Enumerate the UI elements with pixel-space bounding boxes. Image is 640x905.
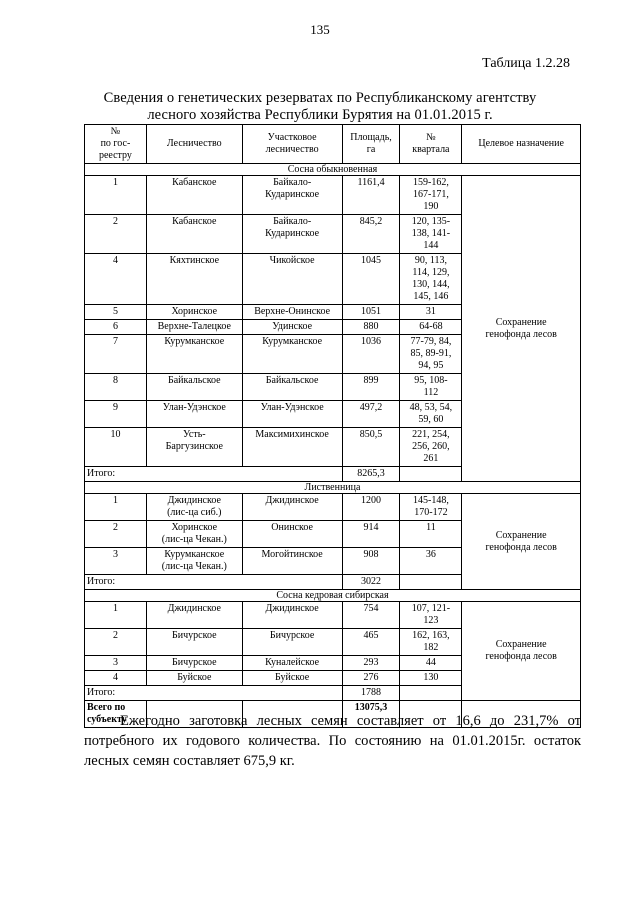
cell-registry-number-text: 3 bbox=[112, 549, 118, 560]
cell-district-forestry-text: Чикойское bbox=[269, 255, 315, 266]
species-group-name bbox=[85, 590, 581, 602]
cell-area bbox=[342, 656, 400, 671]
cell-registry-number bbox=[85, 215, 147, 254]
header-text: № bbox=[426, 132, 436, 143]
header-text: лесничество bbox=[265, 144, 319, 155]
cell-quarters bbox=[400, 254, 462, 305]
header-text: по гос- bbox=[100, 138, 131, 149]
cell-area-text: 465 bbox=[363, 630, 379, 641]
cell-quarters bbox=[400, 320, 462, 335]
subtotal-label bbox=[85, 467, 343, 482]
cell-forestry bbox=[146, 548, 242, 575]
header-quarter bbox=[400, 125, 462, 164]
cell-quarters-text: 221, 254, bbox=[412, 429, 450, 440]
cell-quarters bbox=[400, 602, 462, 629]
table-title-line: лесного хозяйства Республики Бурятия на 01.01.2015 г. bbox=[147, 107, 493, 123]
species-group-name bbox=[85, 164, 581, 176]
cell-registry-number bbox=[85, 401, 147, 428]
cell-quarters-text: 114, 129, bbox=[412, 267, 450, 278]
header-forestry: Лесничество bbox=[146, 125, 242, 164]
cell-district-forestry-text: Кударинское bbox=[265, 189, 320, 200]
cell-area-text: 1036 bbox=[361, 336, 381, 347]
cell-quarters-text: 170-172 bbox=[414, 507, 448, 518]
subtotal-area-text: 1788 bbox=[361, 687, 381, 698]
cell-registry-number bbox=[85, 629, 147, 656]
cell-district-forestry-text: Улан-Удэнское bbox=[260, 402, 324, 413]
cell-quarters-text: 190 bbox=[423, 201, 439, 212]
subtotal-empty bbox=[400, 467, 462, 482]
cell-purpose-text: генофонда лесов bbox=[485, 328, 557, 340]
table-label: Таблица 1.2.28 bbox=[482, 56, 570, 71]
cell-forestry-text: Хоринское bbox=[171, 306, 218, 317]
cell-forestry bbox=[146, 602, 242, 629]
cell-district-forestry bbox=[242, 215, 342, 254]
header-text: квартала bbox=[412, 144, 450, 155]
cell-quarters-text: 31 bbox=[425, 306, 436, 317]
cell-registry-number-text: 4 bbox=[112, 255, 118, 266]
cell-area bbox=[342, 374, 400, 401]
cell-area bbox=[342, 548, 400, 575]
cell-forestry bbox=[146, 374, 242, 401]
cell-district-forestry bbox=[242, 602, 342, 629]
cell-quarters-text: 36 bbox=[425, 549, 436, 560]
grand-total-label-text: субъекту bbox=[87, 714, 127, 725]
cell-registry-number bbox=[85, 428, 147, 467]
cell-quarters bbox=[400, 656, 462, 671]
species-group-name-text: Лиственница bbox=[304, 482, 361, 493]
species-group-header bbox=[85, 164, 581, 176]
cell-quarters bbox=[400, 671, 462, 686]
cell-district-forestry bbox=[242, 176, 342, 215]
cell-forestry-text: Курумканское bbox=[164, 549, 225, 560]
cell-purpose-text: Сохранение bbox=[495, 529, 547, 541]
cell-forestry-text: Хоринское bbox=[171, 522, 218, 533]
cell-district-forestry bbox=[242, 428, 342, 467]
cell-forestry-text: Кабанское bbox=[172, 177, 217, 188]
cell-quarters-text: 59, 60 bbox=[418, 414, 444, 425]
cell-forestry bbox=[146, 629, 242, 656]
cell-quarters bbox=[400, 215, 462, 254]
cell-purpose-text: генофонда лесов bbox=[485, 541, 557, 553]
cell-registry-number-text: 1 bbox=[112, 177, 118, 188]
cell-area-text: 850,5 bbox=[359, 429, 383, 440]
cell-district-forestry-text: Байкало- bbox=[273, 216, 312, 227]
cell-forestry bbox=[146, 428, 242, 467]
cell-area-text: 914 bbox=[363, 522, 379, 533]
cell-registry-number bbox=[85, 320, 147, 335]
cell-forestry-text: Кабанское bbox=[172, 216, 217, 227]
cell-area-text: 880 bbox=[363, 321, 379, 332]
cell-district-forestry-text: Бичурское bbox=[269, 630, 315, 641]
cell-purpose bbox=[462, 494, 581, 590]
cell-area bbox=[342, 215, 400, 254]
cell-quarters bbox=[400, 428, 462, 467]
cell-area-text: 276 bbox=[363, 672, 379, 683]
header-purpose: Целевое назначение bbox=[462, 125, 581, 164]
cell-registry-number bbox=[85, 494, 147, 521]
cell-area bbox=[342, 494, 400, 521]
cell-quarters-text: 144 bbox=[423, 240, 439, 251]
cell-district-forestry-text: Байкало- bbox=[273, 177, 312, 188]
cell-quarters bbox=[400, 494, 462, 521]
cell-registry-number-text: 1 bbox=[112, 603, 118, 614]
cell-area bbox=[342, 521, 400, 548]
cell-registry-number bbox=[85, 335, 147, 374]
cell-quarters-text: 162, 163, bbox=[412, 630, 450, 641]
genetic-reserves-table bbox=[84, 124, 581, 728]
cell-quarters bbox=[400, 305, 462, 320]
cell-forestry bbox=[146, 401, 242, 428]
cell-quarters-text: 145, 146 bbox=[413, 291, 449, 302]
cell-forestry bbox=[146, 521, 242, 548]
cell-forestry-text: Кяхтинское bbox=[169, 255, 220, 266]
cell-district-forestry bbox=[242, 335, 342, 374]
cell-quarters-text: 77-79, 84, bbox=[410, 336, 452, 347]
header-area bbox=[342, 125, 400, 164]
cell-district-forestry bbox=[242, 374, 342, 401]
body-paragraph: Ежегодно заготовка лесных семян составляет от 16,6 до 231,7% от потребного их годового количества. По состоянию на 01.01.2015г. остаток лесных семян составляет 675,9 кг. bbox=[84, 713, 581, 769]
cell-forestry bbox=[146, 656, 242, 671]
header-text: Участковое bbox=[267, 132, 317, 143]
cell-forestry bbox=[146, 335, 242, 374]
cell-district-forestry-text: Джидинское bbox=[265, 603, 319, 614]
cell-forestry bbox=[146, 215, 242, 254]
cell-registry-number-text: 5 bbox=[112, 306, 118, 317]
cell-forestry bbox=[146, 305, 242, 320]
cell-quarters bbox=[400, 335, 462, 374]
cell-quarters-text: 130 bbox=[423, 672, 439, 683]
cell-registry-number-text: 8 bbox=[112, 375, 118, 386]
cell-quarters-text: 64-68 bbox=[419, 321, 443, 332]
cell-forestry-text: (лис-ца Чекан.) bbox=[161, 534, 227, 545]
subtotal-empty bbox=[400, 575, 462, 590]
cell-registry-number bbox=[85, 671, 147, 686]
cell-registry-number-text: 2 bbox=[112, 630, 118, 641]
grand-total-label-text: Всего по bbox=[87, 702, 126, 713]
cell-district-forestry bbox=[242, 401, 342, 428]
subtotal-area bbox=[342, 467, 400, 482]
table-body bbox=[85, 164, 581, 728]
subtotal-label bbox=[85, 575, 343, 590]
cell-area-text: 899 bbox=[363, 375, 379, 386]
cell-area bbox=[342, 671, 400, 686]
cell-registry-number-text: 2 bbox=[112, 522, 118, 533]
cell-quarters-text: 261 bbox=[423, 453, 439, 464]
cell-quarters-text: 90, 113, bbox=[414, 255, 447, 266]
cell-forestry-text: Буйское bbox=[177, 672, 212, 683]
cell-area bbox=[342, 305, 400, 320]
cell-area bbox=[342, 320, 400, 335]
cell-registry-number bbox=[85, 374, 147, 401]
cell-district-forestry-text: Могойтинское bbox=[261, 549, 323, 560]
cell-quarters-text: 112 bbox=[423, 387, 439, 398]
cell-forestry-text: (лис-ца сиб.) bbox=[167, 507, 222, 518]
cell-district-forestry bbox=[242, 521, 342, 548]
cell-area-text: 293 bbox=[363, 657, 379, 668]
subtotal-area bbox=[342, 575, 400, 590]
cell-area-text: 497,2 bbox=[359, 402, 383, 413]
cell-area-text: 1045 bbox=[361, 255, 381, 266]
cell-registry-number-text: 10 bbox=[110, 429, 121, 440]
cell-area bbox=[342, 629, 400, 656]
cell-forestry bbox=[146, 320, 242, 335]
cell-quarters bbox=[400, 521, 462, 548]
cell-quarters-text: 48, 53, 54, bbox=[409, 402, 453, 413]
cell-district-forestry-text: Джидинское bbox=[265, 495, 319, 506]
cell-quarters bbox=[400, 629, 462, 656]
cell-district-forestry bbox=[242, 671, 342, 686]
header-text: га bbox=[366, 144, 376, 155]
cell-district-forestry-text: Куналейское bbox=[265, 657, 320, 668]
cell-area bbox=[342, 176, 400, 215]
cell-quarters-text: 145-148, bbox=[412, 495, 449, 506]
cell-quarters-text: 256, 260, bbox=[412, 441, 450, 452]
cell-quarters-text: 138, 141- bbox=[411, 228, 451, 239]
cell-district-forestry bbox=[242, 656, 342, 671]
cell-forestry-text: Баргузинское bbox=[165, 441, 223, 452]
cell-registry-number bbox=[85, 254, 147, 305]
cell-district-forestry-text: Верхне-Онинское bbox=[254, 306, 331, 317]
header-district-forestry bbox=[242, 125, 342, 164]
subtotal-label bbox=[85, 686, 343, 701]
cell-quarters bbox=[400, 548, 462, 575]
cell-area-text: 1161,4 bbox=[357, 177, 385, 188]
table-row bbox=[85, 176, 581, 215]
cell-forestry bbox=[146, 671, 242, 686]
cell-registry-number-text: 3 bbox=[112, 657, 118, 668]
cell-purpose bbox=[462, 602, 581, 701]
cell-forestry-text: Усть- bbox=[183, 429, 206, 440]
species-group-name-text: Сосна кедровая сибирская bbox=[276, 590, 389, 601]
cell-quarters-text: 85, 89-91, bbox=[410, 348, 452, 359]
cell-quarters-text: 130, 144, bbox=[412, 279, 450, 290]
cell-forestry-text: Джидинское bbox=[167, 495, 221, 506]
cell-district-forestry-text: Буйское bbox=[275, 672, 310, 683]
cell-quarters-text: 11 bbox=[426, 522, 436, 533]
table-row bbox=[85, 494, 581, 521]
cell-forestry-text: Верхне-Талецкое bbox=[157, 321, 231, 332]
cell-area-text: 754 bbox=[363, 603, 379, 614]
species-group-header bbox=[85, 590, 581, 602]
subtotal-empty bbox=[400, 686, 462, 701]
cell-quarters-text: 120, 135- bbox=[411, 216, 451, 227]
cell-quarters bbox=[400, 176, 462, 215]
header-text: реестру bbox=[98, 150, 132, 161]
cell-quarters-text: 107, 121- bbox=[411, 603, 451, 614]
cell-district-forestry-text: Кударинское bbox=[265, 228, 320, 239]
cell-registry-number bbox=[85, 548, 147, 575]
cell-purpose-text: Сохранение bbox=[495, 316, 547, 328]
cell-district-forestry bbox=[242, 305, 342, 320]
cell-registry-number-text: 7 bbox=[112, 336, 118, 347]
cell-purpose-text: Сохранение bbox=[495, 639, 547, 650]
cell-quarters-text: 182 bbox=[423, 642, 439, 653]
cell-registry-number-text: 1 bbox=[112, 495, 118, 506]
cell-quarters-text: 123 bbox=[423, 615, 439, 626]
cell-forestry-text: (лис-ца Чекан.) bbox=[161, 561, 227, 572]
cell-area bbox=[342, 335, 400, 374]
cell-district-forestry-text: Удинское bbox=[272, 321, 313, 332]
cell-purpose-text: генофонда лесов bbox=[485, 651, 557, 662]
cell-area bbox=[342, 428, 400, 467]
cell-district-forestry bbox=[242, 254, 342, 305]
table-title-line: Сведения о генетических резерватах по Республиканскому агентству bbox=[103, 90, 537, 106]
cell-district-forestry bbox=[242, 629, 342, 656]
cell-area-text: 1200 bbox=[361, 495, 381, 506]
cell-registry-number-text: 4 bbox=[112, 672, 118, 683]
cell-purpose bbox=[462, 176, 581, 482]
cell-forestry-text: Байкальское bbox=[167, 375, 221, 386]
cell-quarters-text: 44 bbox=[425, 657, 436, 668]
cell-district-forestry-text: Байкальское bbox=[265, 375, 319, 386]
cell-registry-number-text: 2 bbox=[112, 216, 118, 227]
subtotal-label-text: Итого: bbox=[87, 687, 116, 698]
subtotal-label-text: Итого: bbox=[87, 576, 116, 587]
cell-forestry bbox=[146, 176, 242, 215]
subtotal-area-text: 3022 bbox=[361, 576, 381, 587]
species-group-name-text: Сосна обыкновенная bbox=[287, 164, 378, 175]
cell-registry-number bbox=[85, 602, 147, 629]
cell-area bbox=[342, 602, 400, 629]
species-group-name bbox=[85, 482, 581, 494]
grand-total-area-text: 13075,3 bbox=[354, 702, 388, 713]
subtotal-label-text: Итого: bbox=[87, 468, 116, 479]
cell-district-forestry bbox=[242, 494, 342, 521]
cell-area-text: 1051 bbox=[361, 306, 381, 317]
cell-district-forestry-text: Максимихинское bbox=[255, 429, 329, 440]
cell-district-forestry bbox=[242, 320, 342, 335]
cell-forestry bbox=[146, 494, 242, 521]
cell-registry-number bbox=[85, 305, 147, 320]
cell-district-forestry bbox=[242, 548, 342, 575]
cell-district-forestry-text: Курумканское bbox=[262, 336, 323, 347]
cell-area bbox=[342, 254, 400, 305]
cell-registry-number-text: 9 bbox=[112, 402, 118, 413]
species-group-header bbox=[85, 482, 581, 494]
cell-quarters-text: 167-171, bbox=[412, 189, 449, 200]
cell-district-forestry-text: Онинское bbox=[271, 522, 313, 533]
cell-registry-number-text: 6 bbox=[112, 321, 118, 332]
table-header-row bbox=[85, 125, 581, 164]
page-number: 135 bbox=[310, 22, 330, 37]
cell-area-text: 845,2 bbox=[359, 216, 383, 227]
header-registry-number bbox=[85, 125, 147, 164]
cell-area-text: 908 bbox=[363, 549, 379, 560]
table-title bbox=[60, 90, 580, 124]
cell-quarters-text: 94, 95 bbox=[418, 360, 444, 371]
cell-forestry bbox=[146, 254, 242, 305]
cell-area bbox=[342, 401, 400, 428]
cell-registry-number bbox=[85, 656, 147, 671]
cell-forestry-text: Джидинское bbox=[167, 603, 221, 614]
cell-quarters-text: 159-162, bbox=[412, 177, 449, 188]
cell-forestry-text: Курумканское bbox=[164, 336, 225, 347]
header-text: № bbox=[110, 126, 121, 137]
subtotal-area bbox=[342, 686, 400, 701]
header-text: Площадь, bbox=[350, 132, 392, 143]
subtotal-area-text: 8265,3 bbox=[357, 468, 385, 479]
cell-forestry-text: Улан-Удэнское bbox=[162, 402, 226, 413]
cell-registry-number bbox=[85, 521, 147, 548]
cell-quarters bbox=[400, 374, 462, 401]
table-row bbox=[85, 602, 581, 629]
cell-quarters bbox=[400, 401, 462, 428]
cell-forestry-text: Бичурское bbox=[172, 630, 217, 641]
cell-forestry-text: Бичурское bbox=[172, 657, 217, 668]
cell-registry-number bbox=[85, 176, 147, 215]
cell-quarters-text: 95, 108- bbox=[414, 375, 448, 386]
